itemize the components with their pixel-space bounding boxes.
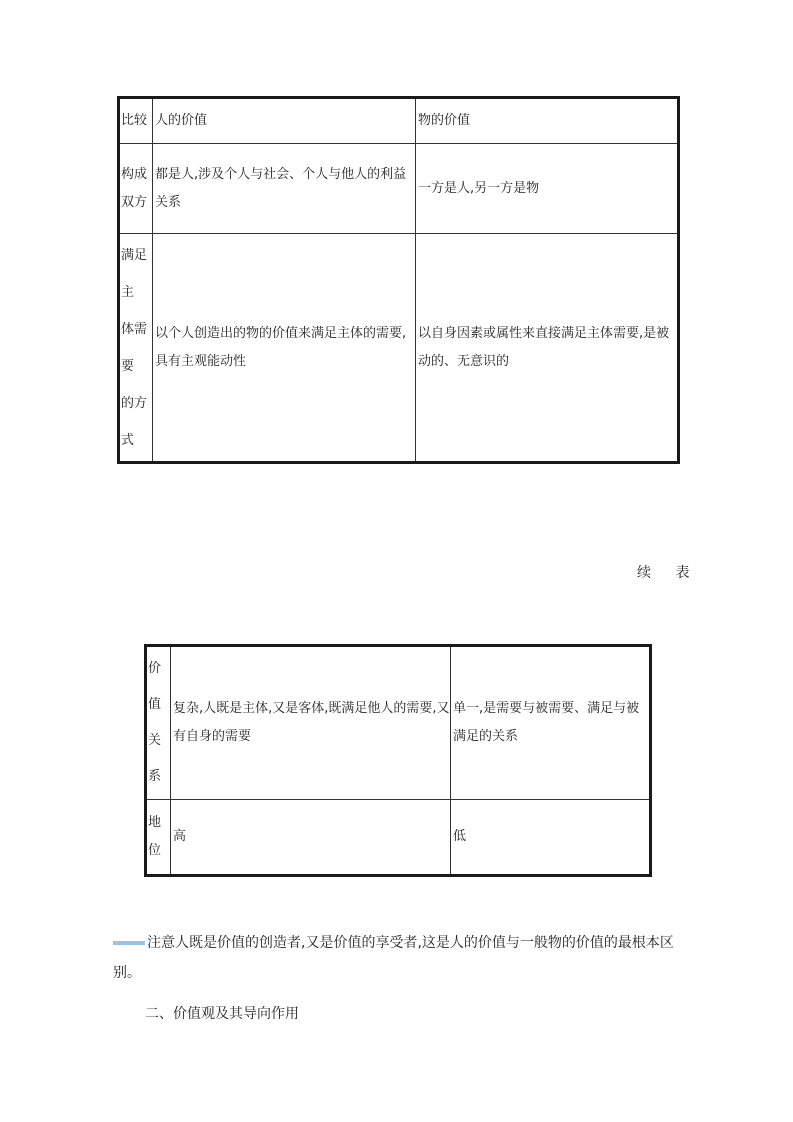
label-line: 体需 bbox=[121, 321, 148, 337]
label-line: 关 bbox=[148, 733, 162, 748]
label-line: 要 bbox=[121, 358, 135, 374]
cell-human-satisfaction: 以个人创造出的物的价值来满足主体的需要,具有主观能动性 bbox=[153, 234, 416, 463]
cell-object-status: 低 bbox=[451, 800, 651, 876]
cell-human-status: 高 bbox=[171, 800, 451, 876]
header-object-value: 物的价值 bbox=[416, 98, 679, 144]
section-heading: 二、价值观及其导向作用 bbox=[145, 1006, 299, 1022]
label-line: 值 bbox=[148, 697, 162, 712]
label-line: 式 bbox=[121, 432, 135, 448]
table-row bbox=[119, 234, 679, 463]
row-label-satisfaction-method bbox=[119, 234, 153, 463]
label-line: 构成 bbox=[121, 166, 148, 182]
label-line: 的方 bbox=[121, 395, 148, 411]
table-header-row bbox=[119, 98, 679, 144]
label-line: 地 bbox=[148, 815, 162, 830]
cell-object-composition: 一方是人,另一方是物 bbox=[416, 144, 679, 234]
label-line: 主 bbox=[121, 284, 135, 300]
label-line: 满足 bbox=[121, 247, 148, 263]
cell-human-composition: 都是人,涉及个人与社会、个人与他人的利益关系 bbox=[153, 144, 416, 234]
row-label-status bbox=[146, 800, 171, 876]
note-text: 注意人既是价值的创造者,又是价值的享受者,这是人的价值与一般物的价值的最根本区别。 bbox=[113, 935, 674, 981]
comparison-table bbox=[117, 96, 680, 464]
header-compare: 比较 bbox=[119, 98, 153, 144]
label-line: 价 bbox=[148, 661, 162, 676]
label-line: 系 bbox=[148, 769, 162, 784]
header-human-value: 人的价值 bbox=[153, 98, 416, 144]
label-line: 双方 bbox=[121, 194, 148, 210]
table-row bbox=[146, 646, 651, 800]
continued-table-label: 续 表 bbox=[637, 565, 700, 581]
table-row bbox=[146, 800, 651, 876]
cell-object-satisfaction: 以自身因素或属性来直接满足主体需要,是被动的、无意识的 bbox=[416, 234, 679, 463]
note-marker-icon bbox=[113, 941, 145, 945]
row-label-composition bbox=[119, 144, 153, 234]
row-label-value-relation bbox=[146, 646, 171, 800]
cell-human-relation: 复杂,人既是主体,又是客体,既满足他人的需要,又有自身的需要 bbox=[171, 646, 451, 800]
cell-object-relation: 单一,是需要与被需要、满足与被满足的关系 bbox=[451, 646, 651, 800]
table-row bbox=[119, 144, 679, 234]
comparison-table-continued bbox=[144, 644, 652, 877]
note-paragraph bbox=[113, 928, 693, 988]
label-line: 位 bbox=[148, 843, 162, 858]
